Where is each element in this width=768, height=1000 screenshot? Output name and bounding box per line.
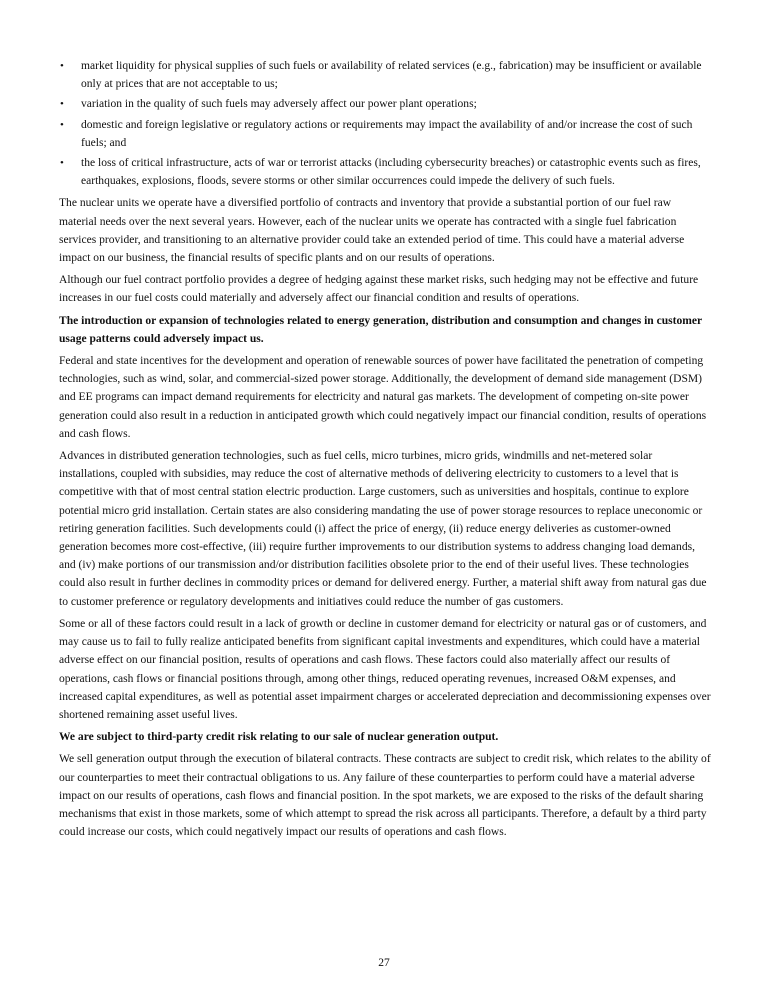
bullet-text: market liquidity for physical supplies of such fuels or availability of related services (e.g., fabrication) may be insufficient or available only at prices that are not acceptable to us; <box>81 60 702 91</box>
incentives-paragraph: Federal and state incentives for the development and operation of renewable sources of power have facilitated the penetration of competing technologies, such as wind, solar, and commercial-sized power storage. Additionally, the development of demand side management (DSM) and EE programs can impact demand requirements for electricity and natural gas markets. The development of competing on-site power generation could also result in a reduction in anticipated growth which could negatively impact our financial condition, results of operations and cash flows. <box>59 355 707 440</box>
bilateral-contracts-paragraph: We sell generation output through the execution of bilateral contracts. These contracts are subject to credit risk, which relates to the ability of our counterparties to meet their contractual obligations to us. Any failure of these counterparties to perform could have a material adverse impact on our results of operations, cash flows and financial position. In the spot markets, we are exposed to the risks of the default sharing mechanisms that exist in those markets, some of which attempt to spread the risk across all participants. Therefore, a default by a third party could increase our costs, which could negatively impact our results of operations and cash flows. <box>59 753 711 839</box>
bullet-glyph: • <box>60 98 64 111</box>
bullet-text: the loss of critical infrastructure, acts of war or terrorist attacks (including cybersecurity breaches) or catastrophic events such as fires, earthquakes, explosions, floods, severe storms or other similar occurrences could impede the delivery of such fuels. <box>81 157 701 188</box>
hedging-paragraph: Although our fuel contract portfolio provides a degree of hedging against these market risks, such hedging may not be effective and future increases in our fuel costs could materially and adversely affect our financial condition and results of operations. <box>59 274 699 305</box>
technology-risk-heading: The introduction or expansion of technologies related to energy generation, distribution and consumption and changes in customer usage patterns could adversely impact us. <box>59 314 702 345</box>
document-page <box>59 57 711 845</box>
demand-decline-paragraph: Some or all of these factors could result in a lack of growth or decline in customer demand for electricity or natural gas or of customers, and may cause us to fail to fully realize anticipated benefits from significant capital investments and expenditures, which could have a material adverse effect on our financial position, results of operations and cash flows. These factors could also materially affect our results of operations, cash flows or financial positions through, among other things, reduced operating revenues, increased O&M expenses, and increased capital expenditures, as well as potential asset impairment charges or accelerated depreciation and decommissioning expenses over shortened remaining asset useful lives. <box>59 617 711 721</box>
bullet-text: variation in the quality of such fuels may adversely affect our power plant operations; <box>81 98 477 111</box>
bullet-item <box>59 95 711 113</box>
bullet-item <box>59 57 711 93</box>
bullet-glyph: • <box>60 118 64 131</box>
bullet-glyph: • <box>60 157 64 170</box>
fuel-risk-bullet-list <box>59 57 711 190</box>
bullet-item <box>59 116 711 152</box>
distributed-generation-paragraph: Advances in distributed generation technologies, such as fuel cells, micro turbines, micro grids, windmills and net-metered solar installations, coupled with subsidies, may reduce the cost of alternative methods of delivering electricity to customers to a level that is competitive with that of most central station electric production. Large customers, such as universities and hospitals, continue to explore potential micro grid installation. Certain states are also considering mandating the use of power storage resources to replace uneconomic or retiring generation facilities. Such developments could (i) affect the price of energy, (ii) reduce energy deliveries as customer-owned generation becomes more cost-effective, (iii) require further improvements to our distribution systems to address changing load demands, and (iv) make portions of our transmission and/or distribution facilities obsolete prior to the end of their useful lives. These technologies could also result in further declines in commodity prices or demand for delivered energy. Further, a material shift away from natural gas due to customer preference or regulatory developments and initiatives could reduce the number of gas customers. <box>59 450 707 608</box>
bullet-item <box>59 154 711 190</box>
bullet-text: domestic and foreign legislative or regulatory actions or requirements may impact the availability of and/or increase the cost of such fuels; and <box>81 118 693 149</box>
credit-risk-heading: We are subject to third-party credit risk relating to our sale of nuclear generation output. <box>59 731 499 744</box>
page-number: 27 <box>378 957 390 969</box>
bullet-glyph: • <box>60 60 64 72</box>
nuclear-fuel-paragraph: The nuclear units we operate have a diversified portfolio of contracts and inventory that provide a substantial portion of our fuel raw material needs over the next several years. However, each of the nuclear units we operate has contracted with a single fuel fabrication services provider, and transitioning to an alternative provider could take an extended period of time. This could have a material adverse impact on our business, the financial results of specific plants and on our results of operations. <box>59 197 685 265</box>
